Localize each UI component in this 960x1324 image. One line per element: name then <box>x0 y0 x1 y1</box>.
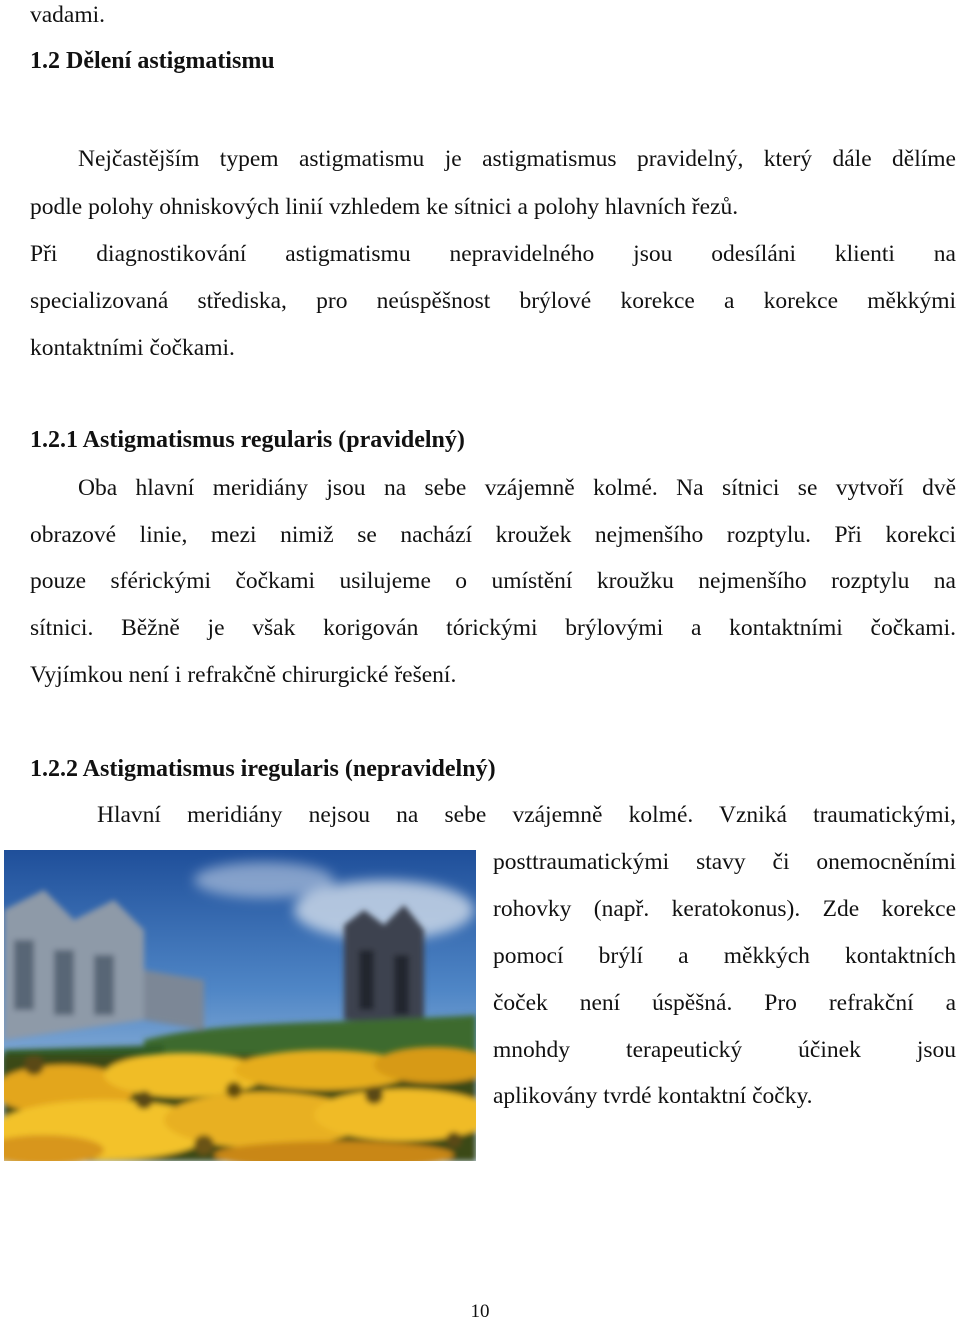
sub2-wrap-line-1: posttraumatickými stavy či onemocněními <box>493 849 956 875</box>
sub2-first-line: Hlavní meridiány nejsou na sebe vzájemně kolmé. Vzniká traumatickými, <box>97 802 956 828</box>
section-heading: 1.2 Dělení astigmatismu <box>30 48 275 74</box>
blurred-astigmatism-photo <box>4 850 476 1161</box>
continued-text-fragment: vadami. <box>30 2 106 28</box>
sub2-wrap-line-5: mnohdy terapeutický účinek jsou <box>493 1037 956 1063</box>
sub1-line-1: Oba hlavní meridiány jsou na sebe vzájemně kolmé. Na sítnici se vytvoří dvě <box>78 475 956 501</box>
sub1-line-4: sítnici. Běžně je však korigován tórickými brýlovými a kontaktními čočkami. <box>30 615 956 641</box>
sub1-line-2: obrazové linie, mezi nimiž se nachází kroužek nejmenšího rozptylu. Při korekci <box>30 522 956 548</box>
intro-line-3: Při diagnostikování astigmatismu nepravidelného jsou odesíláni klienti na <box>30 241 956 267</box>
intro-line-4: specializovaná střediska, pro neúspěšnost brýlové korekce a korekce měkkými <box>30 288 956 314</box>
sub2-wrap-line-2: rohovky (např. keratokonus). Zde korekce <box>493 896 956 922</box>
intro-line-5: kontaktními čočkami. <box>30 335 235 361</box>
sub1-line-5: Vyjímkou není i refrakčně chirurgické řešení. <box>30 662 457 688</box>
subsection-2-heading: 1.2.2 Astigmatismus iregularis (nepravidelný) <box>30 756 496 782</box>
page-number: 10 <box>470 1301 490 1322</box>
intro-line-1: Nejčastějším typem astigmatismu je astigmatismus pravidelný, který dále dělíme <box>78 146 956 172</box>
sub2-wrap-line-3: pomocí brýlí a měkkých kontaktních <box>493 943 956 969</box>
sub2-wrap-line-4: čoček není úspěšná. Pro refrakční a <box>493 990 956 1016</box>
subsection-1-heading: 1.2.1 Astigmatismus regularis (pravidelný) <box>30 427 465 453</box>
sub2-wrap-line-6: aplikovány tvrdé kontaktní čočky. <box>493 1083 813 1109</box>
sub1-line-3: pouze sférickými čočkami usilujeme o umístění kroužku nejmenšího rozptylu na <box>30 568 956 594</box>
intro-line-2: podle polohy ohniskových linií vzhledem ke sítnici a polohy hlavních řezů. <box>30 194 739 220</box>
